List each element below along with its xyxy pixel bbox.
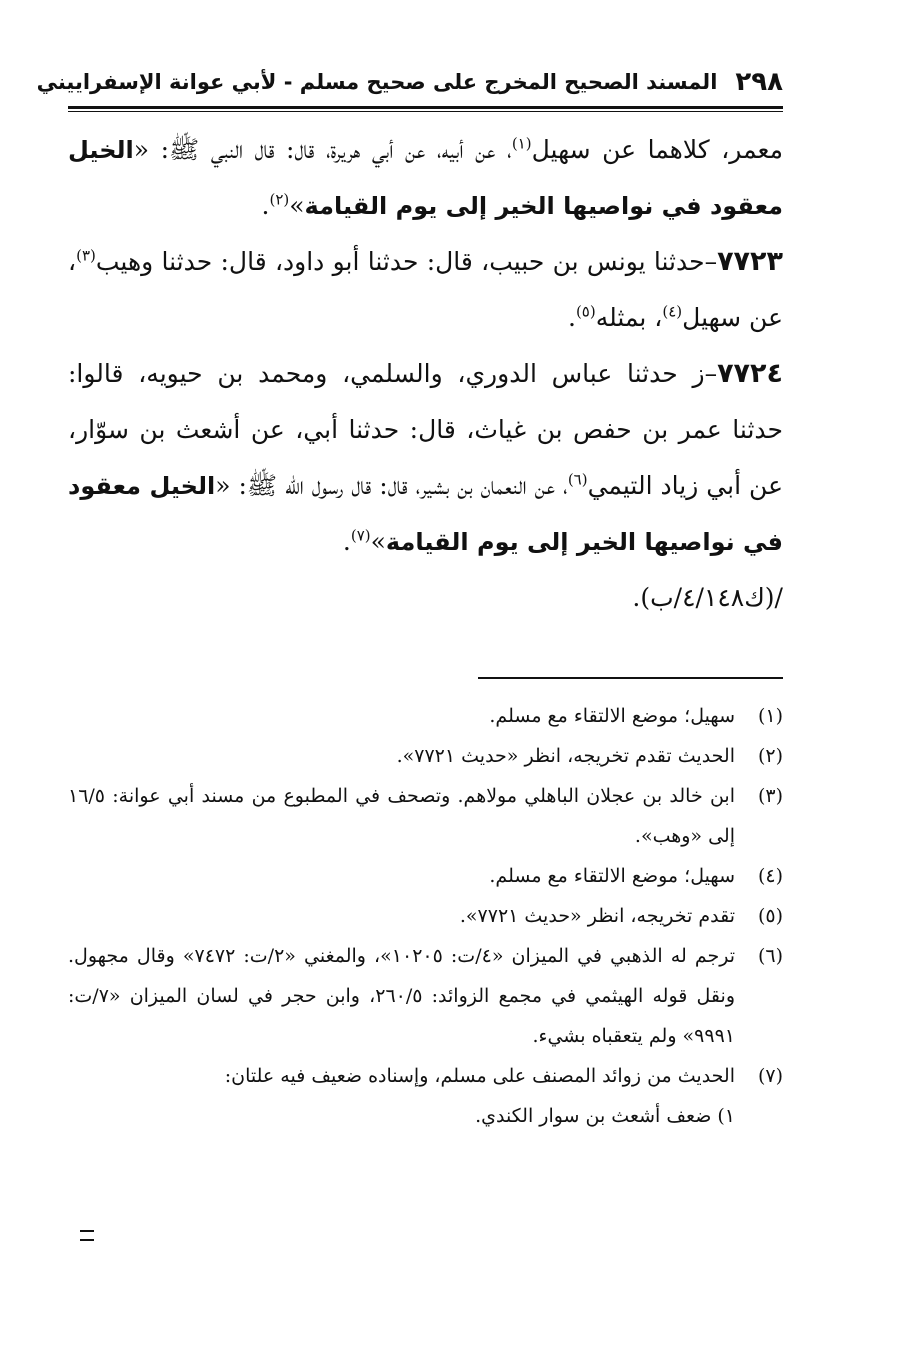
footnote-text: سهيل؛ موضع الالتقاء مع مسلم. [489,705,735,727]
footnote-4 [68,856,783,896]
hadith-text: الخيل معقود في نواصيها الخير إلى يوم القيامة [68,472,783,556]
footnote-label: (٦) [757,945,783,967]
footnote-text: ابن خالد بن عجلان الباهلي مولاهم. وتصحف في المطبوع من مسند أبي عوانة: ١٦/٥ إلى «وهب». [68,785,735,847]
footnote-ref-7[interactable]: (٧) [350,526,371,545]
book-title: المسند الصحيح المخرج على صحيح مسلم - لأبي عوانة الإسفراييني [36,70,718,94]
page-number: ٢٩٨ [735,67,783,97]
folio-reference: /(ك٤/١٤٨/ب). [632,583,783,612]
hadith-7723: ٧٧٢٣–حدثنا يونس بن حبيب، قال: حدثنا أبو داود، قال: حدثنا وهيب$^{(٣)}$، عن سهيل$^{(٤)}$، بمثله$^{(٥)}$. [68,246,783,332]
footnotes [68,696,783,1136]
footnote-3 [68,776,783,856]
footnote-ref-4[interactable]: (٤) [662,302,683,321]
footnote-label: (٣) [757,785,783,807]
footnote-2 [68,736,783,776]
footnote-label: (٢) [757,745,783,767]
footnote-label: (٧) [757,1065,783,1087]
footnote-ref-6[interactable]: (٦) [567,470,588,489]
header-rule-thin [68,111,783,112]
continuation-mark [80,1230,94,1241]
hadith-7724: ٧٧٢٤–ز حدثنا عباس الدوري، والسلمي، ومحمد بن حيويه، قالوا: حدثنا عمر بن حفص بن غياث، قال: حدثنا أبي، عن أشعث بن سوّار، عن أبي زياد التيمي$^{(٦)}$، عن النعمان بن بشير، قال: قال رسول الله ﷺ: «الخيل معقود في نواصيها الخير إلى يوم القيامة»$^{(٧)}$. [68,358,783,556]
footnote-1 [68,696,783,736]
footnote-text: تقدم تخريجه، انظر «حديث ٧٧٢١». [459,905,735,927]
hadith-number: ٧٧٢٤ [717,358,783,389]
hadith-number: ٧٧٢٣ [717,246,783,277]
footnote-label: (٥) [757,905,783,927]
footnote-6 [68,936,783,1056]
footnote-label: (٤) [757,865,783,887]
footnote-ref-5[interactable]: (٥) [575,302,596,321]
footnote-7-subitem: ١) ضعف أشعث بن سوار الكندي. [475,1105,735,1127]
footnote-text: الحديث من زوائد المصنف على مسلم، وإسناده ضعيف فيه علتان: [224,1065,735,1087]
footnote-ref-3[interactable]: (٣) [76,246,96,265]
footnote-5 [68,896,783,936]
footnote-text: ترجم له الذهبي في الميزان «٤/ت: ١٠٢٠٥»، والمغني «٢/ت: ٧٤٧٢» وقال مجهول. ونقل قوله الهيثمي في مجمع الزوائد: ٢٦٠/٥، وابن حجر في لسان الميزان «٧/ت: ٩٩٩١» ولم يتعقباه بشيء. [68,945,735,1047]
footnote-text: سهيل؛ موضع الالتقاء مع مسلم. [489,865,735,887]
running-header [36,62,783,102]
paragraph-continuation: معمر، كلاهما عن سهيل$^{(١)}$، عن أبيه، عن أبي هريرة، قال: قال النبي ﷺ: «الخيل معقود في نواصيها الخير إلى يوم القيامة»$^{(٢)}$. [68,134,784,220]
footnote-separator [478,677,783,679]
footnote-ref-2[interactable]: (٢) [269,190,290,209]
hadith-text: الخيل معقود في نواصيها الخير إلى يوم القيامة [68,136,783,220]
footnote-7 [68,1056,783,1096]
header-rule-thick [68,106,783,109]
footnote-text: الحديث تقدم تخريجه، انظر «حديث ٧٧٢١». [396,745,735,767]
main-text [68,122,783,626]
footnote-ref-1[interactable]: (١) [511,134,532,153]
footnote-label: (١) [757,705,783,727]
